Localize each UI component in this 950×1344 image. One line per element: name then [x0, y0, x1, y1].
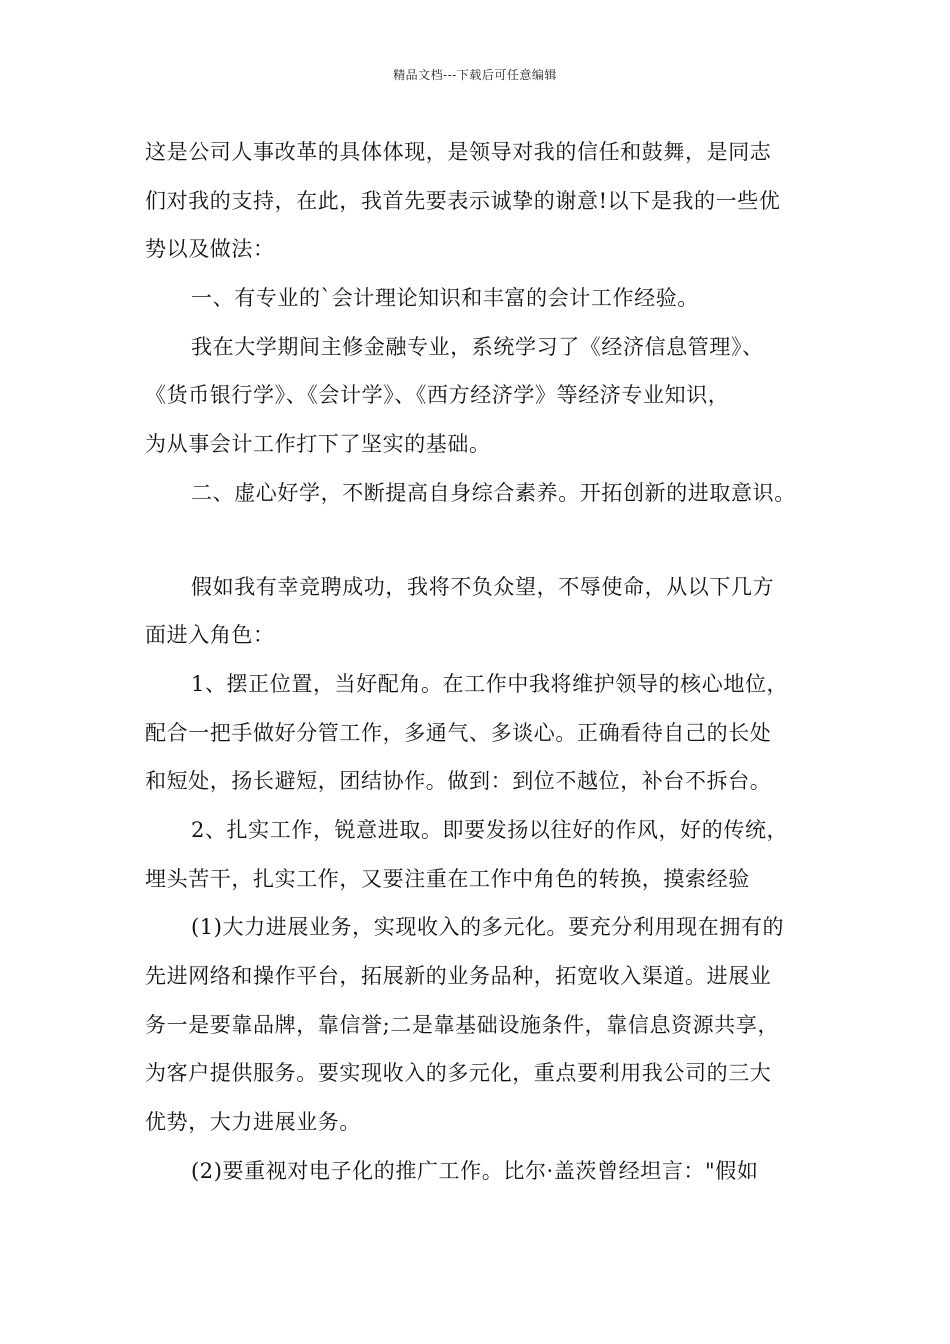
text-line: 为客户提供服务。要实现收入的多元化，重点要利用我公司的三大	[145, 1061, 772, 1086]
page-header: 精品文档---下载后可任意编辑	[393, 68, 557, 82]
text-line: 埋头苦干，扎实工作，又要注重在工作中角色的转换，摸索经验	[145, 866, 750, 891]
paragraph-gap	[145, 518, 825, 563]
section-heading-2: 二、虚心好学，不断提高自身综合素养。开拓创新的进取意识。	[191, 480, 796, 505]
text-line: 我在大学期间主修金融专业，系统学习了《经济信息管理》、	[191, 334, 764, 359]
text-line: 务一是要靠品牌，靠信誉;二是靠基础设施条件，靠信息资源共享，	[145, 1012, 780, 1037]
document-body	[145, 128, 825, 1195]
text-line: 和短处，扬长避短，团结协作。做到：到位不越位，补台不拆台。	[145, 769, 772, 794]
text-line: 优势，大力进展业务。	[145, 1110, 361, 1135]
sub-item-2: (2)要重视对电子化的推广工作。比尔·盖茨曾经坦言："假如	[191, 1158, 759, 1183]
text-line: 面进入角色：	[145, 623, 275, 648]
text-line: 为从事会计工作打下了坚实的基础。	[145, 432, 491, 457]
sub-item-1: (1)大力进展业务，实现收入的多元化。要充分利用现在拥有的	[191, 915, 785, 940]
text-line: 们对我的支持，在此，我首先要表示诚挚的谢意!以下是我的一些优	[145, 188, 781, 213]
text-line: 《货币银行学》、《会计学》、《西方经济学》等经济专业知识，	[145, 383, 730, 408]
text-line: 先进网络和操作平台，拓展新的业务品种，拓宽收入渠道。进展业	[145, 964, 772, 988]
text-line: 势以及做法：	[145, 237, 275, 262]
text-line: 这是公司人事改革的具体体现，是领导对我的信任和鼓舞，是同志	[145, 140, 772, 164]
text-line: 假如我有幸竞聘成功，我将不负众望，不辱使命，从以下几方	[191, 574, 775, 599]
text-line: 配合一把手做好分管工作，多通气、多谈心。正确看待自己的长处	[145, 720, 772, 745]
list-item-2: 2、扎实工作，锐意进取。即要发扬以往好的作风，好的传统，	[191, 817, 789, 842]
list-item-1: 1、摆正位置，当好配角。在工作中我将维护领导的核心地位，	[191, 671, 789, 696]
section-heading-1: 一、有专业的`会计理论知识和丰富的会计工作经验。	[191, 286, 699, 311]
